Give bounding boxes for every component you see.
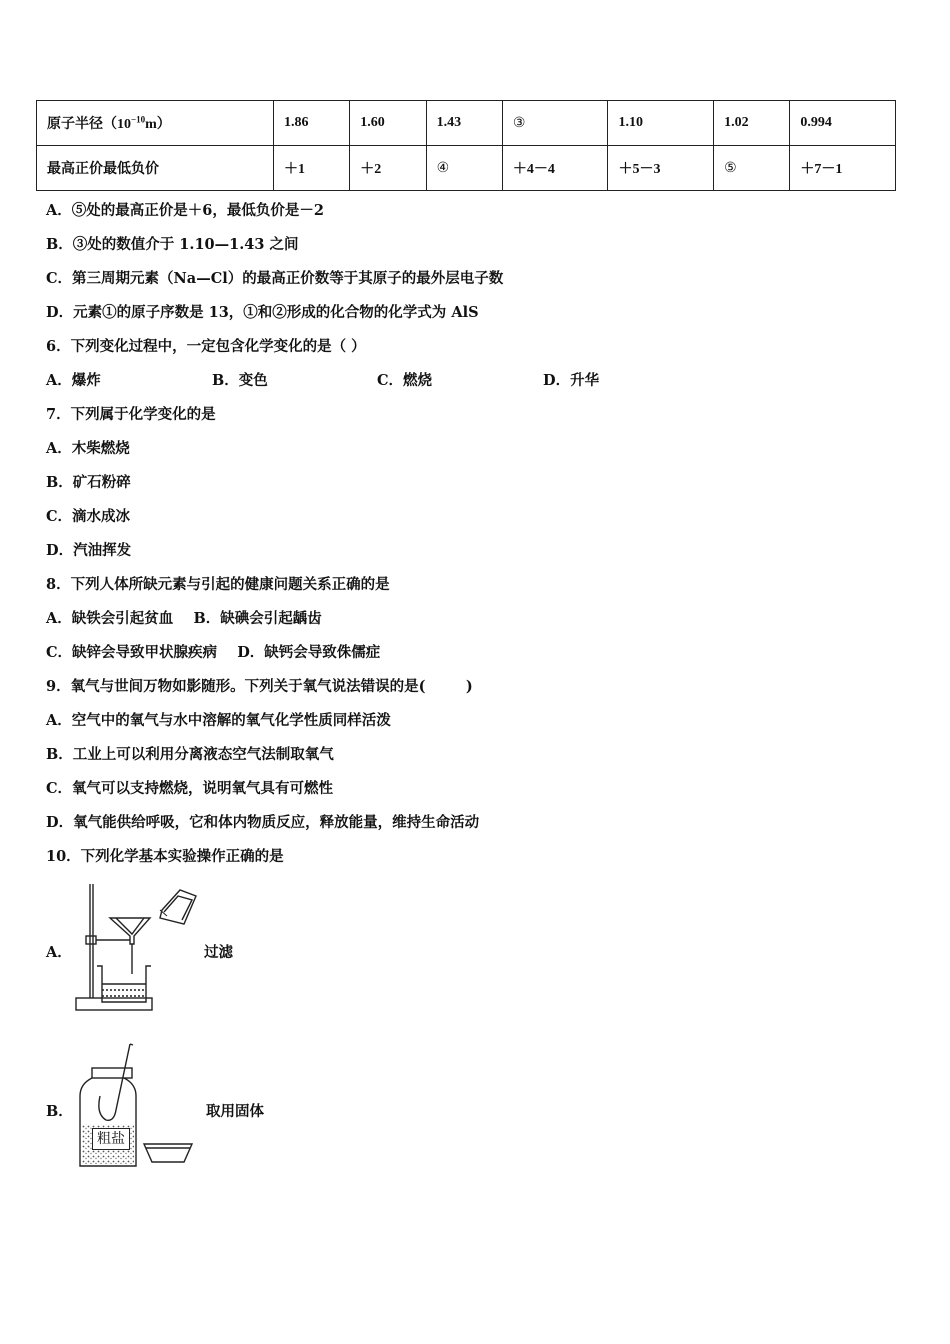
table-cell: 1.02: [714, 101, 790, 146]
q8-stem: 8．下列人体所缺元素与引起的健康问题关系正确的是: [46, 576, 390, 593]
table-cell: ＋2: [350, 146, 426, 191]
q5-option-b: B．③处的数值介于 1.10—1.43 之间: [46, 236, 299, 253]
table-cell: ＋7－1: [790, 146, 896, 191]
q10-stem: 10．下列化学基本实验操作正确的是: [46, 848, 284, 865]
q10-option-a-caption: 过滤: [204, 944, 233, 961]
q10-option-b-caption: 取用固体: [206, 1103, 264, 1120]
q9-option-c: C．氧气可以支持燃烧，说明氧气具有可燃性: [46, 780, 334, 797]
table-cell: 1.86: [274, 101, 350, 146]
table-row: [37, 146, 896, 191]
q8-options-ab: A．缺铁会引起贫血 B．缺碘会引起龋齿: [46, 610, 322, 627]
q10-option-b-letter: B．: [46, 1103, 73, 1120]
q9-stem: 9．氧气与世间万物如影随形。下列关于氧气说法错误的是( ): [46, 678, 473, 695]
jar-spoon-drawing: [72, 1040, 202, 1172]
q6-option-c: C．燃烧: [377, 372, 433, 389]
q6-stem: 6．下列变化过程中，一定包含化学变化的是（ ）: [46, 338, 366, 355]
table-row: [37, 101, 896, 146]
q9-option-a: A．空气中的氧气与水中溶解的氧气化学性质同样活泼: [46, 712, 391, 729]
q7-option-c: C．滴水成冰: [46, 508, 131, 525]
table-cell: ＋4－4: [502, 146, 608, 191]
table-cell: 1.10: [608, 101, 714, 146]
table-cell: 1.60: [350, 101, 426, 146]
table-cell: ③: [502, 101, 608, 146]
q5-option-d: D．元素①的原子序数是 13，①和②形成的化合物的化学式为 AlS: [46, 304, 479, 321]
q6-option-b: B．变色: [212, 372, 268, 389]
q5-option-c: C．第三周期元素（Na—Cl）的最高正价数等于其原子的最外层电子数: [46, 270, 504, 287]
q7-stem: 7．下列属于化学变化的是: [46, 406, 216, 423]
q6-option-d: D．升华: [543, 372, 600, 389]
q5-option-a: A．⑤处的最高正价是＋6，最低负价是－2: [46, 202, 324, 219]
q9-option-d: D．氧气能供给呼吸，它和体内物质反应，释放能量，维持生命活动: [46, 814, 480, 831]
q9-option-b: B．工业上可以利用分离液态空气法制取氧气: [46, 746, 334, 763]
table-cell: ＋1: [274, 146, 350, 191]
table-cell: 0.994: [790, 101, 896, 146]
table-cell: ＋5－3: [608, 146, 714, 191]
q10-option-a-letter: A．: [46, 944, 72, 961]
element-properties-table: [36, 100, 896, 191]
q6-option-a: A．爆炸: [46, 372, 101, 389]
q7-option-a: A．木柴燃烧: [46, 440, 130, 457]
table-cell: ④: [426, 146, 502, 191]
q8-options-cd: C．缺锌会导致甲状腺疾病 D．缺钙会导致侏儒症: [46, 644, 381, 661]
table-cell: 1.43: [426, 101, 502, 146]
filtration-apparatus-figure: [72, 880, 197, 1016]
solid-sampling-figure: [72, 1040, 202, 1172]
row-label-valence: 最高正价最低负价: [37, 146, 274, 191]
q7-option-d: D．汽油挥发: [46, 542, 132, 559]
q7-option-b: B．矿石粉碎: [46, 474, 131, 491]
row-label-radius: 原子半径$(10^{-10}m)$: [37, 101, 274, 146]
table-cell: ⑤: [714, 146, 790, 191]
jar-label: 粗盐: [92, 1128, 130, 1150]
